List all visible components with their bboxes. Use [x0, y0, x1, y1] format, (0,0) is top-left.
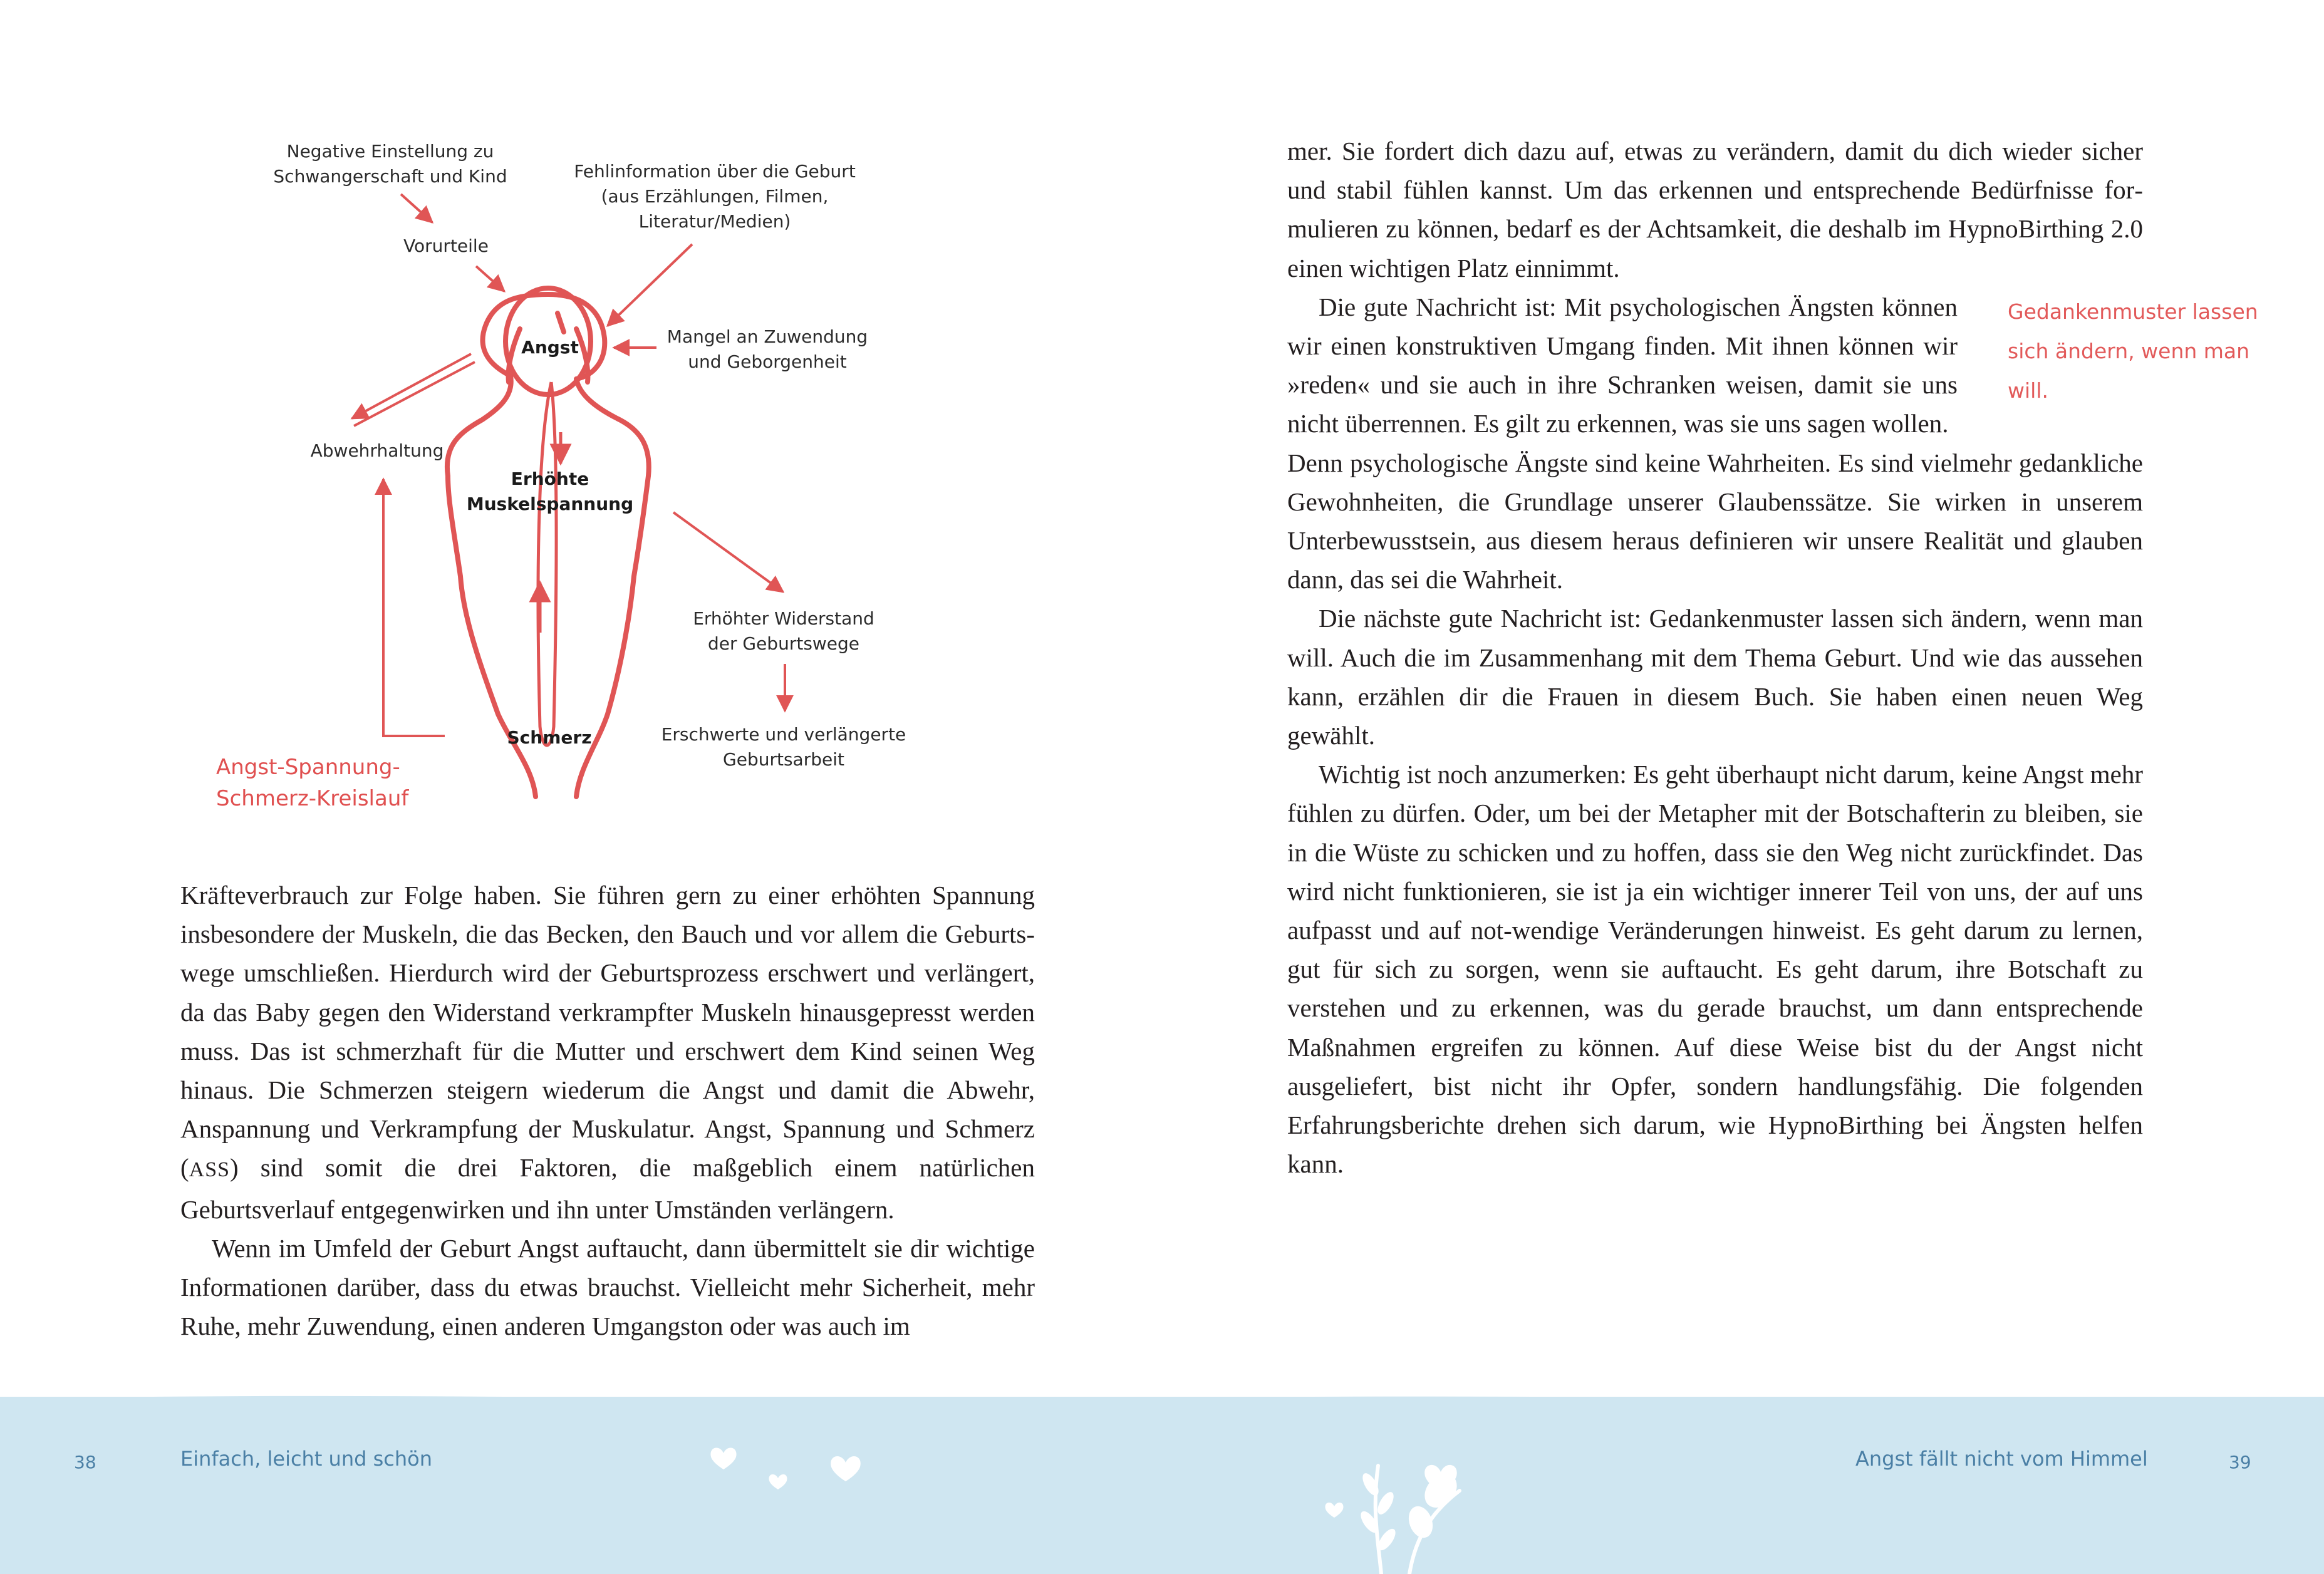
label-defensive: Abwehrhaltung: [310, 440, 444, 461]
footer-decoration: [0, 1397, 2324, 1574]
text-run: ) sind somit die drei Faktoren, die maßgeblich einem natürlichen Geburtsverlauf entgegenwirken und ihn unter Umständen verlängern.: [180, 1153, 1035, 1224]
misinformation-arrow: [608, 244, 692, 326]
heart-icon: [710, 1447, 736, 1469]
heart-icon: [831, 1456, 861, 1481]
leaf-icon-group: [1357, 1468, 1463, 1553]
label-misinformation: [574, 159, 856, 234]
footer-band: [0, 1397, 2324, 1574]
defensive-line-2: [352, 354, 471, 418]
prejudice-arrow: [476, 266, 504, 291]
label-line: Literatur/Medien): [638, 211, 791, 232]
right-page-number: 39: [2229, 1452, 2251, 1473]
heart-icon: [1325, 1503, 1344, 1518]
label-pain: Schmerz: [507, 727, 592, 748]
defensive-line-1: [354, 362, 475, 426]
resistance-arrow: [673, 512, 783, 592]
heart-icon-group: [710, 1447, 1456, 1518]
abbreviation: ASS: [189, 1158, 231, 1182]
label-line: Erschwerte und verlängerte: [661, 724, 906, 745]
label-line: Negative Einstellung zu: [286, 141, 494, 162]
right-page: [1162, 0, 2324, 1574]
label-cycle-title: [216, 752, 408, 814]
diagram-graphic: [0, 0, 1162, 852]
paragraph: Wichtig ist noch anzumerken: Es geht überhaupt nicht darum, keine Angst mehr fühlen zu dürfen. Oder, um bei der Metapher mit der Botschafterin zu bleiben, sie in die Wüste zu schicken und zu hoffen, dass sie den Weg nicht zurückfindet. Das wird nicht funktionieren, sie ist ja ein wichtiger innerer Teil von uns, der auf uns aufpasst und auf not-wendige Veränderungen hinweist. Es geht darum zu lernen, gut für sich zu sorgen, wenn sie auftaucht. Es geht darum, ihre Botschaft zu verstehen und zu erkennen, was du gerade brauchst, um dann entsprechende Maßnahmen ergreifen zu können. Auf diese Weise bist du der Angst nicht ausgeliefert, bist nicht ihr Opfer, sondern handlungsfähig. Die folgenden Erfahrungsberichte drehen sich darum, wie HypnoBirthing bei Ängsten helfen kann.: [1287, 760, 2143, 1179]
label-line: Schwangerschaft und Kind: [273, 166, 507, 187]
left-running-title: Einfach, leicht und schön: [180, 1447, 432, 1471]
label-fear: Angst: [521, 337, 579, 358]
label-resistance: [693, 606, 874, 656]
head-mark: [558, 313, 564, 332]
label-line: Angst-Spannung-: [216, 755, 400, 780]
paragraph: Wenn im Umfeld der Geburt Angst auftaucht, dann übermittelt sie dir wichtige Informationen darüber, dass du etwas brauchst. Vielleicht mehr Sicherheit, mehr Ruhe, mehr Zuwendung, einen anderen Umgangston oder was auch im: [180, 1233, 1035, 1341]
label-line: der Geburtswege: [707, 633, 860, 654]
label-negative-attitude: [273, 139, 507, 189]
left-page-number: 38: [74, 1452, 96, 1473]
right-body-text: [1287, 132, 2143, 1183]
label-line: Fehlinformation über die Geburt: [574, 161, 856, 182]
margin-note-line: Gedankenmuster lassen: [2008, 299, 2258, 324]
body-silhouette: [447, 288, 649, 797]
paragraph: [180, 876, 1035, 1229]
label-prejudice: Vorurteile: [403, 236, 489, 256]
paragraph: mer. Sie fordert dich dazu auf, etwas zu verändern, damit du dich wieder sicher und stabil fühlen kannst. Um das erkennen und entsprechende Bedürfnisse formulieren zu können, bedarf es der Achtsamkeit, die deshalb im HypnoBirthing 2.0 einen wichtigen Platz einnimmt.: [1287, 137, 2143, 282]
label-line: Muskelspannung: [466, 494, 634, 514]
label-line: Schmerz-Kreislauf: [216, 786, 409, 811]
cycle-loop: [538, 382, 561, 745]
label-line: Mangel an Zuwendung: [667, 326, 868, 347]
cycle-return-arrow: [383, 479, 445, 736]
label-line: (aus Erzählungen, Filmen,: [601, 186, 829, 207]
paragraph-line: nicht überrennen. Es gilt zu erkennen, was sie uns sagen wollen.: [1287, 409, 1949, 438]
negative-attitude-arrow: [401, 194, 432, 222]
margin-note-line: sich ändern, wenn man: [2008, 339, 2250, 363]
paragraph-line: »reden« und sie auch in ihre Schranken weisen, damit sie uns: [1287, 370, 1958, 400]
label-line: und Geborgenheit: [688, 351, 847, 372]
label-line: Geburtsarbeit: [723, 749, 844, 770]
paragraph: Denn psychologische Ängste sind keine Wahrheiten. Es sind vielmehr gedankliche Gewohnheiten, die Grundlage unserer Glaubenssätze. Sie wirken in unserem Unterbewusstsein, aus diesem heraus definieren wir unsere Realität und glauben dann, das sei die Wahrheit.: [1287, 448, 2143, 594]
label-line: Erhöhter Widerstand: [693, 608, 874, 629]
paragraph-line: Die gute Nachricht ist: Mit psychologischen Ängsten können: [1319, 292, 1958, 321]
margin-note: [2008, 292, 2258, 410]
text-run: Kräfteverbrauch zur Folge haben. Sie führen gern zu einer erhöhten Spannung insbesondere der Muskeln, die das Becken, den Bauch und vor allem die Geburtswege umschließen. Hierdurch wird der Geburtsprozess erschwert und verlängert, da das Baby gegen den Widerstand verkrampfter Muskeln hinausgepresst werden muss. Das ist schmerzhaft für die Mutter und erschwert dem Kind seinen Weg hinaus. Die Schmerzen steigern wiederum die Angst und damit die Abwehr, Anspannung und Verkrampfung der Muskulatur. Angst, Spannung und Schmerz (: [180, 881, 1035, 1183]
left-body-text: [180, 876, 1035, 1345]
leaf-icon: [1404, 1503, 1437, 1541]
fear-tension-pain-diagram: [0, 0, 1162, 852]
label-line: Erhöhte: [511, 469, 589, 489]
margin-note-line: will.: [2008, 378, 2048, 403]
label-lack-of-attention: [667, 324, 868, 375]
body-outline: [447, 294, 649, 797]
label-complicated-labor: [661, 722, 906, 772]
right-running-title: Angst fällt nicht vom Himmel: [1855, 1447, 2148, 1471]
paragraph-line: wir einen konstruktiven Umgang finden. Mit ihnen können wir: [1287, 331, 1958, 361]
paragraph: Die nächste gute Nachricht ist: Gedankenmuster lassen sich ändern, wenn man will. Auch die im Zusammenhang mit dem Thema Geburt. Und wie das aussehen kann, erzählen dir die Frauen in diesem Buch. Sie haben einen neuen Weg gewählt.: [1287, 604, 2143, 750]
label-tension: [467, 467, 633, 517]
heart-icon: [769, 1474, 787, 1489]
vertical-loop: [538, 382, 556, 745]
